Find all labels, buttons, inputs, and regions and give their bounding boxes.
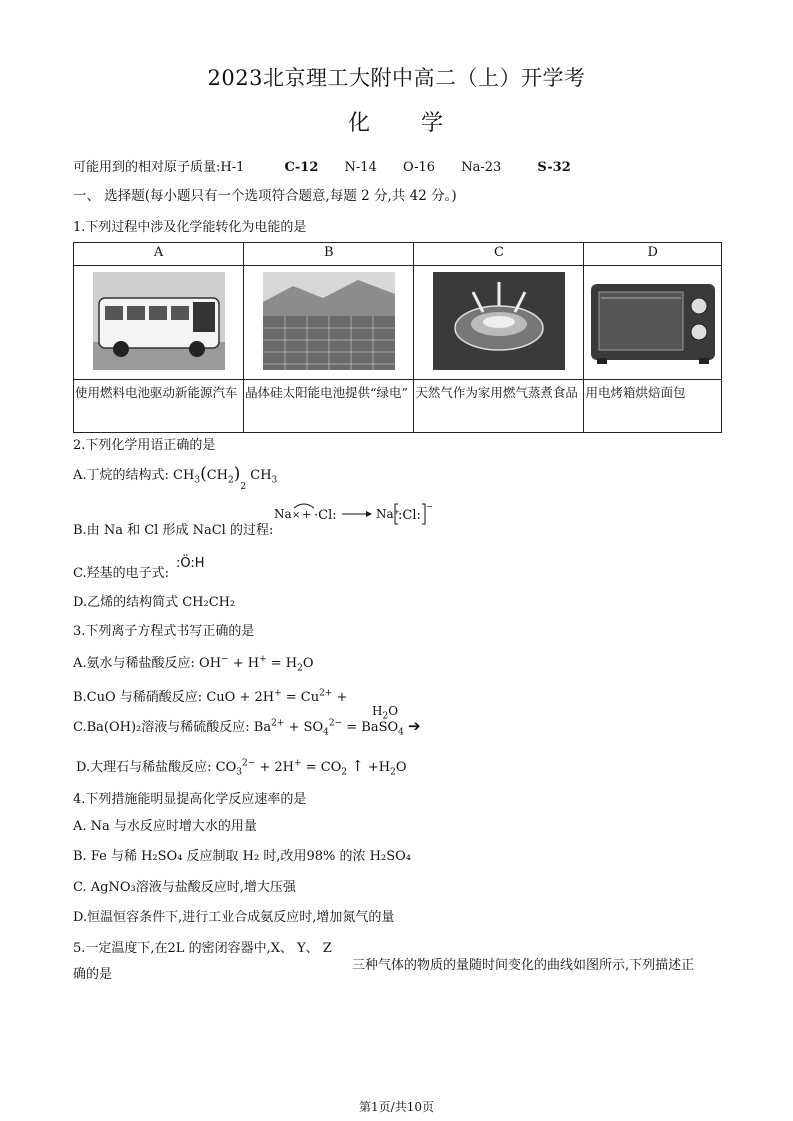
q4-option-c: C. AgNO₃溶液与盐酸反应时,增大压强 — [73, 880, 296, 895]
q3-option-a-label: A.氨水与稀盐酸反应: — [73, 656, 195, 671]
butane-formula: $CH_3(CH_2)_2$ $CH_3$ — [173, 464, 278, 492]
q3-option-b — [73, 686, 347, 705]
q3-equation-a: $OH^- + H^+ = H_2O$ — [199, 654, 314, 674]
q1-image-cell-b — [244, 266, 414, 380]
q1-table — [73, 242, 722, 433]
q3-option-c-label: C.Ba(OH)₂溶液与稀硫酸反应: — [73, 720, 250, 735]
gas-stove-photo — [433, 272, 565, 370]
q4-option-b: B. Fe 与稀 H₂SO₄ 反应制取 H₂ 时,改用98% 的浓 H₂SO₄ — [73, 849, 411, 864]
q4-stem: 4.下列措施能明显提高化学反应速率的是 — [73, 792, 307, 807]
nacl-formation-diagram — [270, 500, 440, 530]
q1-image-cell-a — [74, 266, 244, 380]
page-title: 2023北京理工大附中高二（上）开学考 — [207, 66, 586, 90]
q3-option-a — [73, 652, 314, 674]
svg-text:+: + — [302, 508, 312, 521]
svg-text:−: − — [426, 502, 433, 511]
electric-oven-photo — [587, 272, 719, 370]
q3-option-d-label: D.大理石与稀盐酸反应: — [76, 760, 212, 775]
q3-water-label: $H_2O$ — [372, 704, 399, 722]
q1-stem: 1.下列过程中涉及化学能转化为电能的是 — [73, 220, 307, 235]
q2-option-d: D.乙烯的结构简式 CH₂CH₂ — [73, 595, 236, 610]
q1-header-a: A — [74, 243, 244, 266]
q1-caption-a: 使用燃料电池驱动新能源汽车 — [74, 380, 244, 433]
q3-option-d — [76, 756, 407, 778]
q1-header-c: C — [414, 243, 584, 266]
atomic-masses — [73, 156, 571, 175]
q1-image-cell-c — [414, 266, 584, 380]
svg-text:×: × — [292, 510, 301, 521]
mass-na: Na-23 — [461, 160, 502, 175]
q1-caption-d: 用电烤箱烘焙面包 — [584, 380, 722, 433]
svg-text::Cl:: :Cl: — [398, 508, 421, 523]
q3-equation-d: $CO_3^{2-} + 2H^+ = CO_2$ ↑ $+H_2O$ — [215, 757, 407, 778]
mass-n: N-14 — [344, 160, 377, 175]
q1-header-b: B — [244, 243, 414, 266]
q3-stem: 3.下列离子方程式书写正确的是 — [73, 624, 255, 639]
q1-image-cell-d — [584, 266, 722, 380]
q5-stem-part2: 三种气体的物质的量随时间变化的曲线如图所示,下列描述正 — [352, 958, 695, 973]
q2-option-b-label: B.由 Na 和 Cl 形成 NaCl 的过程: — [73, 523, 274, 538]
hydroxyl-electron-formula — [172, 550, 216, 574]
svg-text::Ö:H: :Ö:H — [176, 556, 205, 571]
mass-o: O-16 — [402, 160, 436, 175]
q5-stem-part3: 确的是 — [73, 967, 113, 982]
q3-option-b-label: B.CuO 与稀硝酸反应: — [73, 690, 203, 705]
mass-c: C-12 — [284, 160, 319, 175]
svg-text:Na: Na — [274, 507, 292, 521]
page-footer: 第1页/共10页 — [359, 1100, 434, 1114]
q1-caption-c: 天然气作为家用燃气蒸煮食品 — [414, 380, 584, 433]
masses-label: 可能用到的相对原子质量: — [73, 160, 221, 175]
q2-option-c-label: C.羟基的电子式: — [73, 566, 169, 581]
section-heading: 一、 选择题(每小题只有一个选项符合题意,每题 2 分,共 42 分。) — [73, 188, 457, 204]
svg-text:·Cl:: ·Cl: — [314, 508, 337, 523]
subject-title: 化 学 — [348, 111, 445, 136]
mass-h: H-1 — [220, 160, 245, 175]
q3-equation-c: $Ba^{2+} + SO_4^{2-}$ = BaSO$_4$ ➔ — [253, 717, 421, 738]
q1-caption-b: 晶体硅太阳能电池提供“绿电” — [244, 380, 414, 433]
q4-option-d: D.恒温恒容条件下,进行工业合成氨反应时,增加氮气的量 — [73, 910, 395, 925]
q1-header-d: D — [584, 243, 722, 266]
q2-option-a — [73, 464, 278, 492]
q4-option-a: A. Na 与水反应时增大水的用量 — [73, 819, 257, 834]
solar-panels-photo — [263, 272, 395, 370]
q3-option-c — [73, 716, 421, 738]
mass-s: S-32 — [537, 160, 571, 175]
q5-stem-part1: 5.一定温度下,在2L 的密闭容器中,X、 Y、 Z — [73, 941, 332, 956]
svg-text:Na⁺: Na⁺ — [376, 507, 400, 521]
q3-equation-b: CuO + $2H^+ = Cu^{2+}$ + — [206, 688, 348, 705]
q2-stem: 2.下列化学用语正确的是 — [73, 438, 216, 453]
q2-option-a-label: A.丁烷的结构式: — [73, 468, 169, 483]
bus-photo — [93, 272, 225, 370]
